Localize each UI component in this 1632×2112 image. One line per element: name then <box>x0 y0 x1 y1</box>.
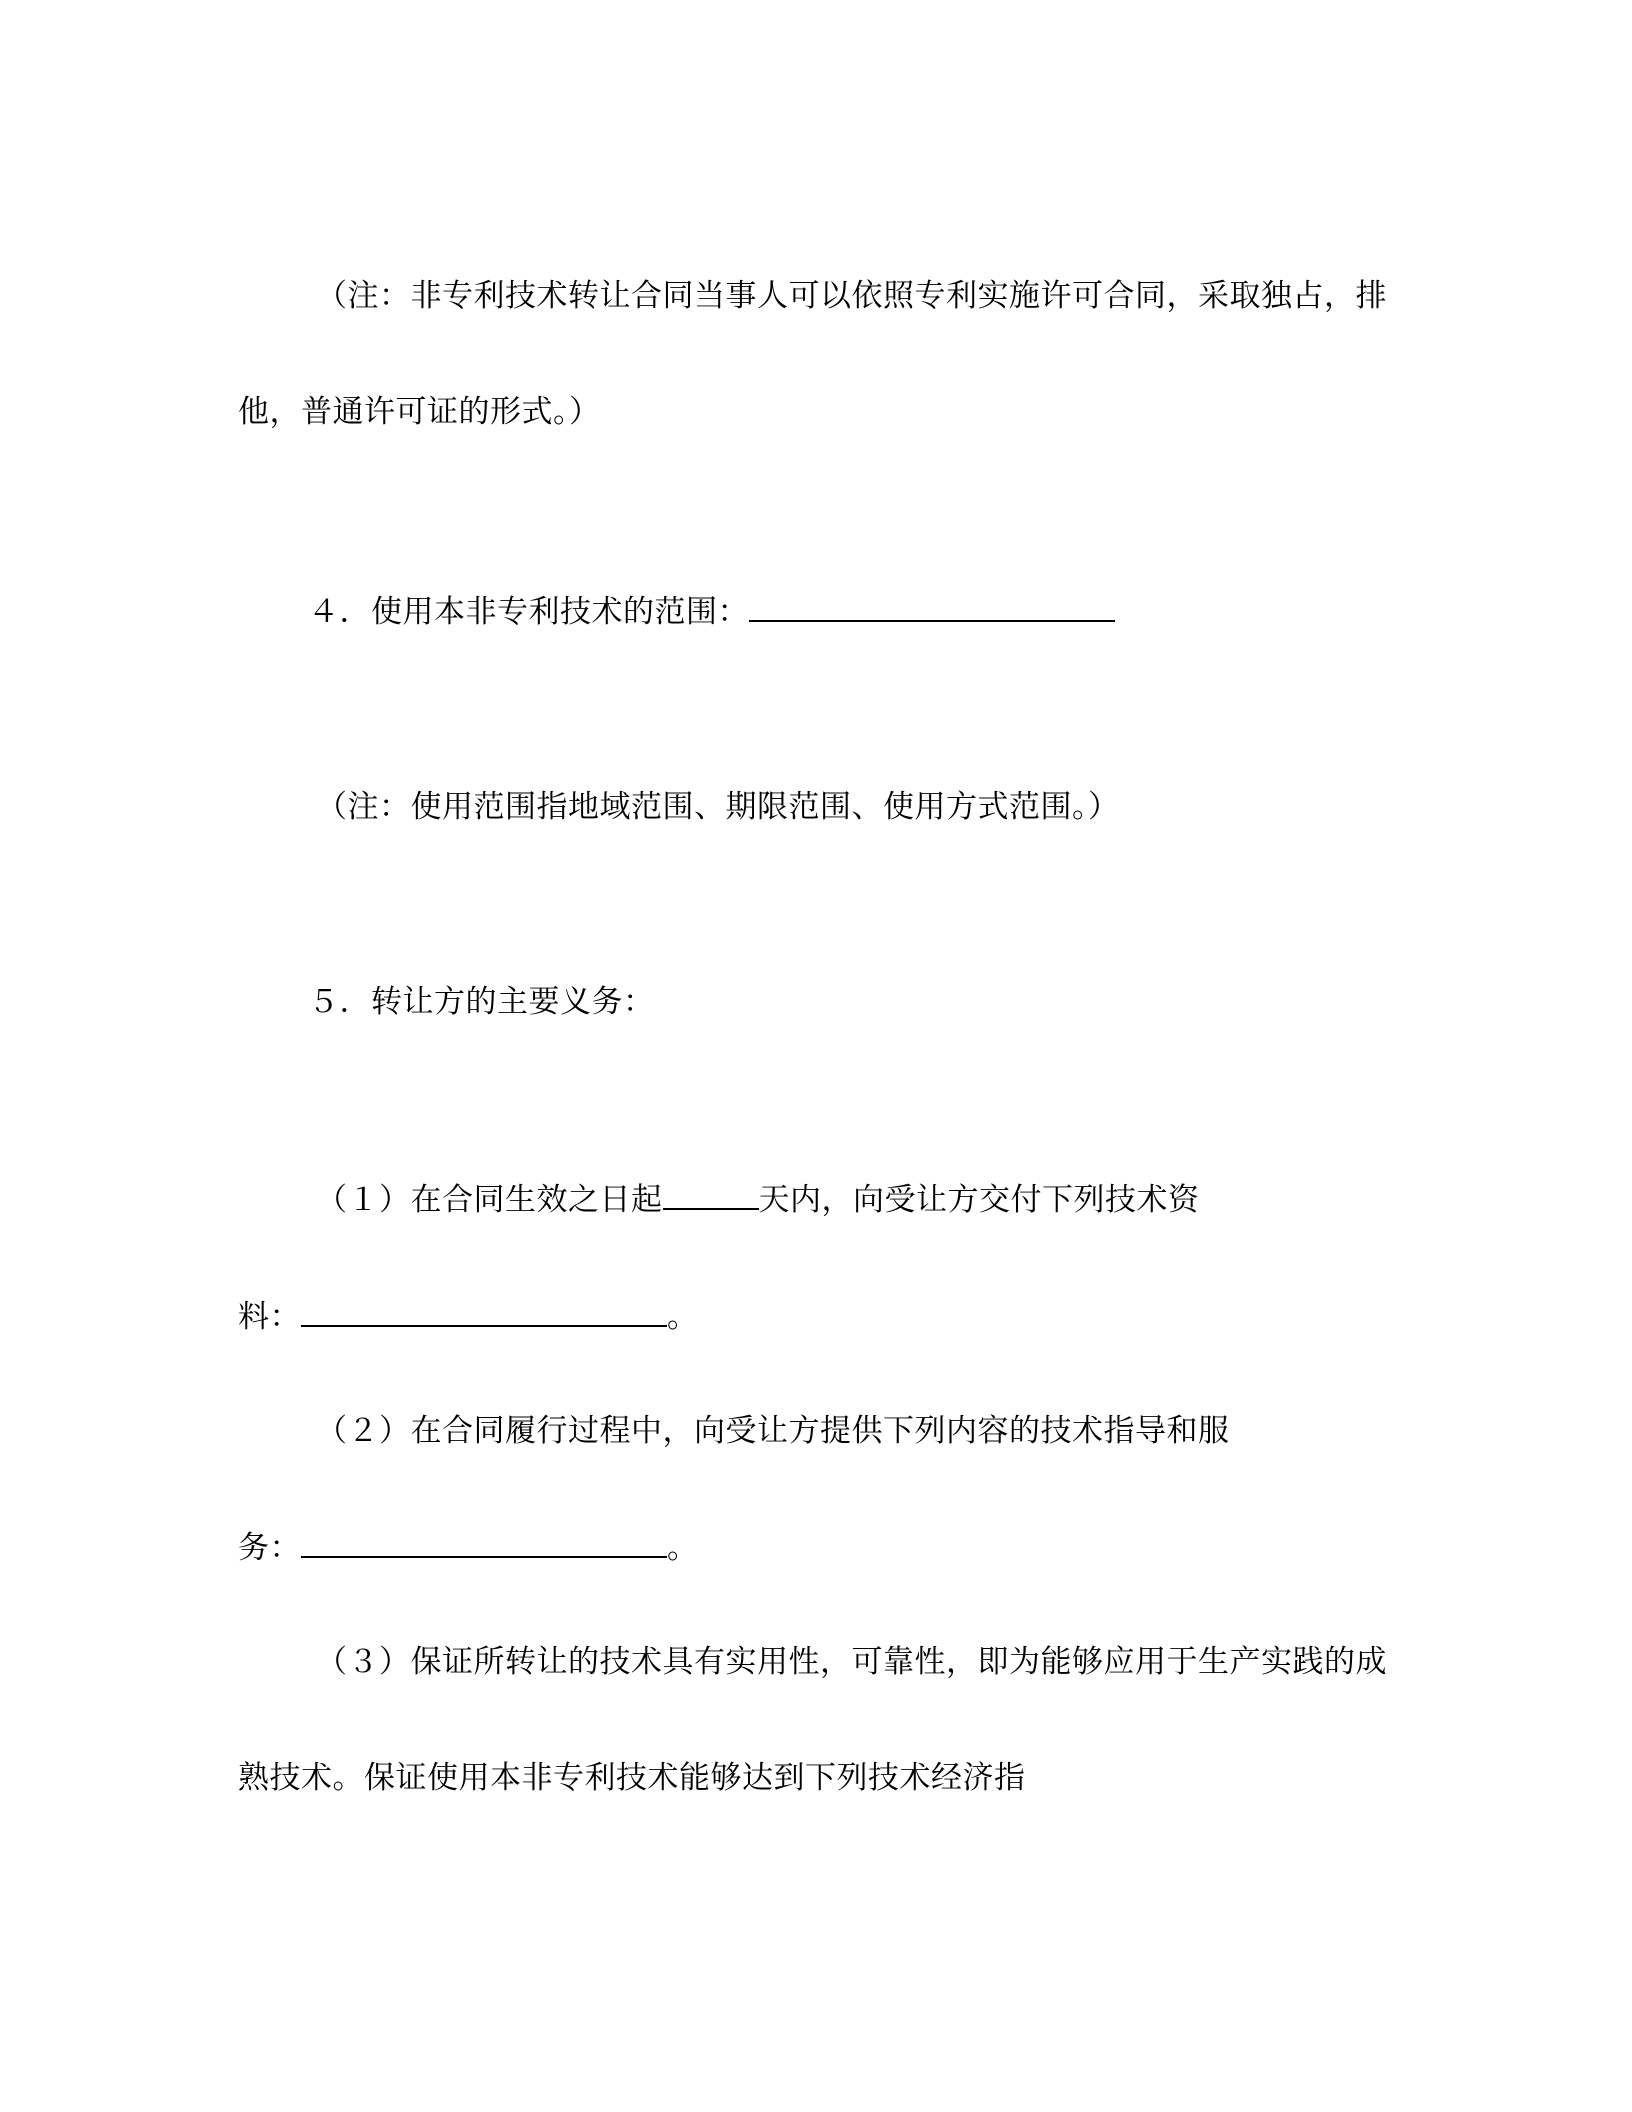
scope-blank[interactable] <box>749 590 1115 622</box>
item-5-3-line-2: 熟技术。保证使用本非专利技术能够达到下列技术经济指 <box>238 1760 1026 1796</box>
item-5-1-part-1: （１）在合同生效之日起 <box>316 1182 663 1218</box>
item-5-2-label: 务： <box>238 1530 301 1566</box>
item-5-1-period: 。 <box>667 1299 699 1335</box>
item-5-3-line-1: （３）保证所转让的技术具有实用性，可靠性，即为能够应用于生产实践的成 <box>316 1644 1387 1680</box>
item-5-heading: ５．转让方的主要义务： <box>308 984 655 1020</box>
materials-blank[interactable] <box>301 1295 667 1327</box>
guidance-blank[interactable] <box>301 1526 667 1558</box>
item-5-2-line-2 <box>238 1526 699 1568</box>
item-5-1-label: 料： <box>238 1299 301 1335</box>
note-2: （注：使用范围指地域范围、期限范围、使用方式范围。） <box>316 789 1120 825</box>
item-5-2-period: 。 <box>667 1530 699 1566</box>
note-1-line-2: 他，普通许可证的形式。） <box>238 394 601 430</box>
item-5-1-part-2: 天内，向受让方交付下列技术资 <box>758 1182 1200 1218</box>
item-4-label: ４．使用本非专利技术的范围： <box>308 594 749 630</box>
note-1-line-1: （注：非专利技术转让合同当事人可以依照专利实施许可合同，采取独占，排 <box>316 278 1387 314</box>
item-5-1-line-1 <box>316 1178 1200 1220</box>
item-5-1-line-2 <box>238 1295 699 1337</box>
item-5-2-line-1: （２）在合同履行过程中，向受让方提供下列内容的技术指导和服 <box>316 1413 1230 1449</box>
days-blank[interactable] <box>663 1178 759 1210</box>
item-4-scope <box>308 590 1115 632</box>
